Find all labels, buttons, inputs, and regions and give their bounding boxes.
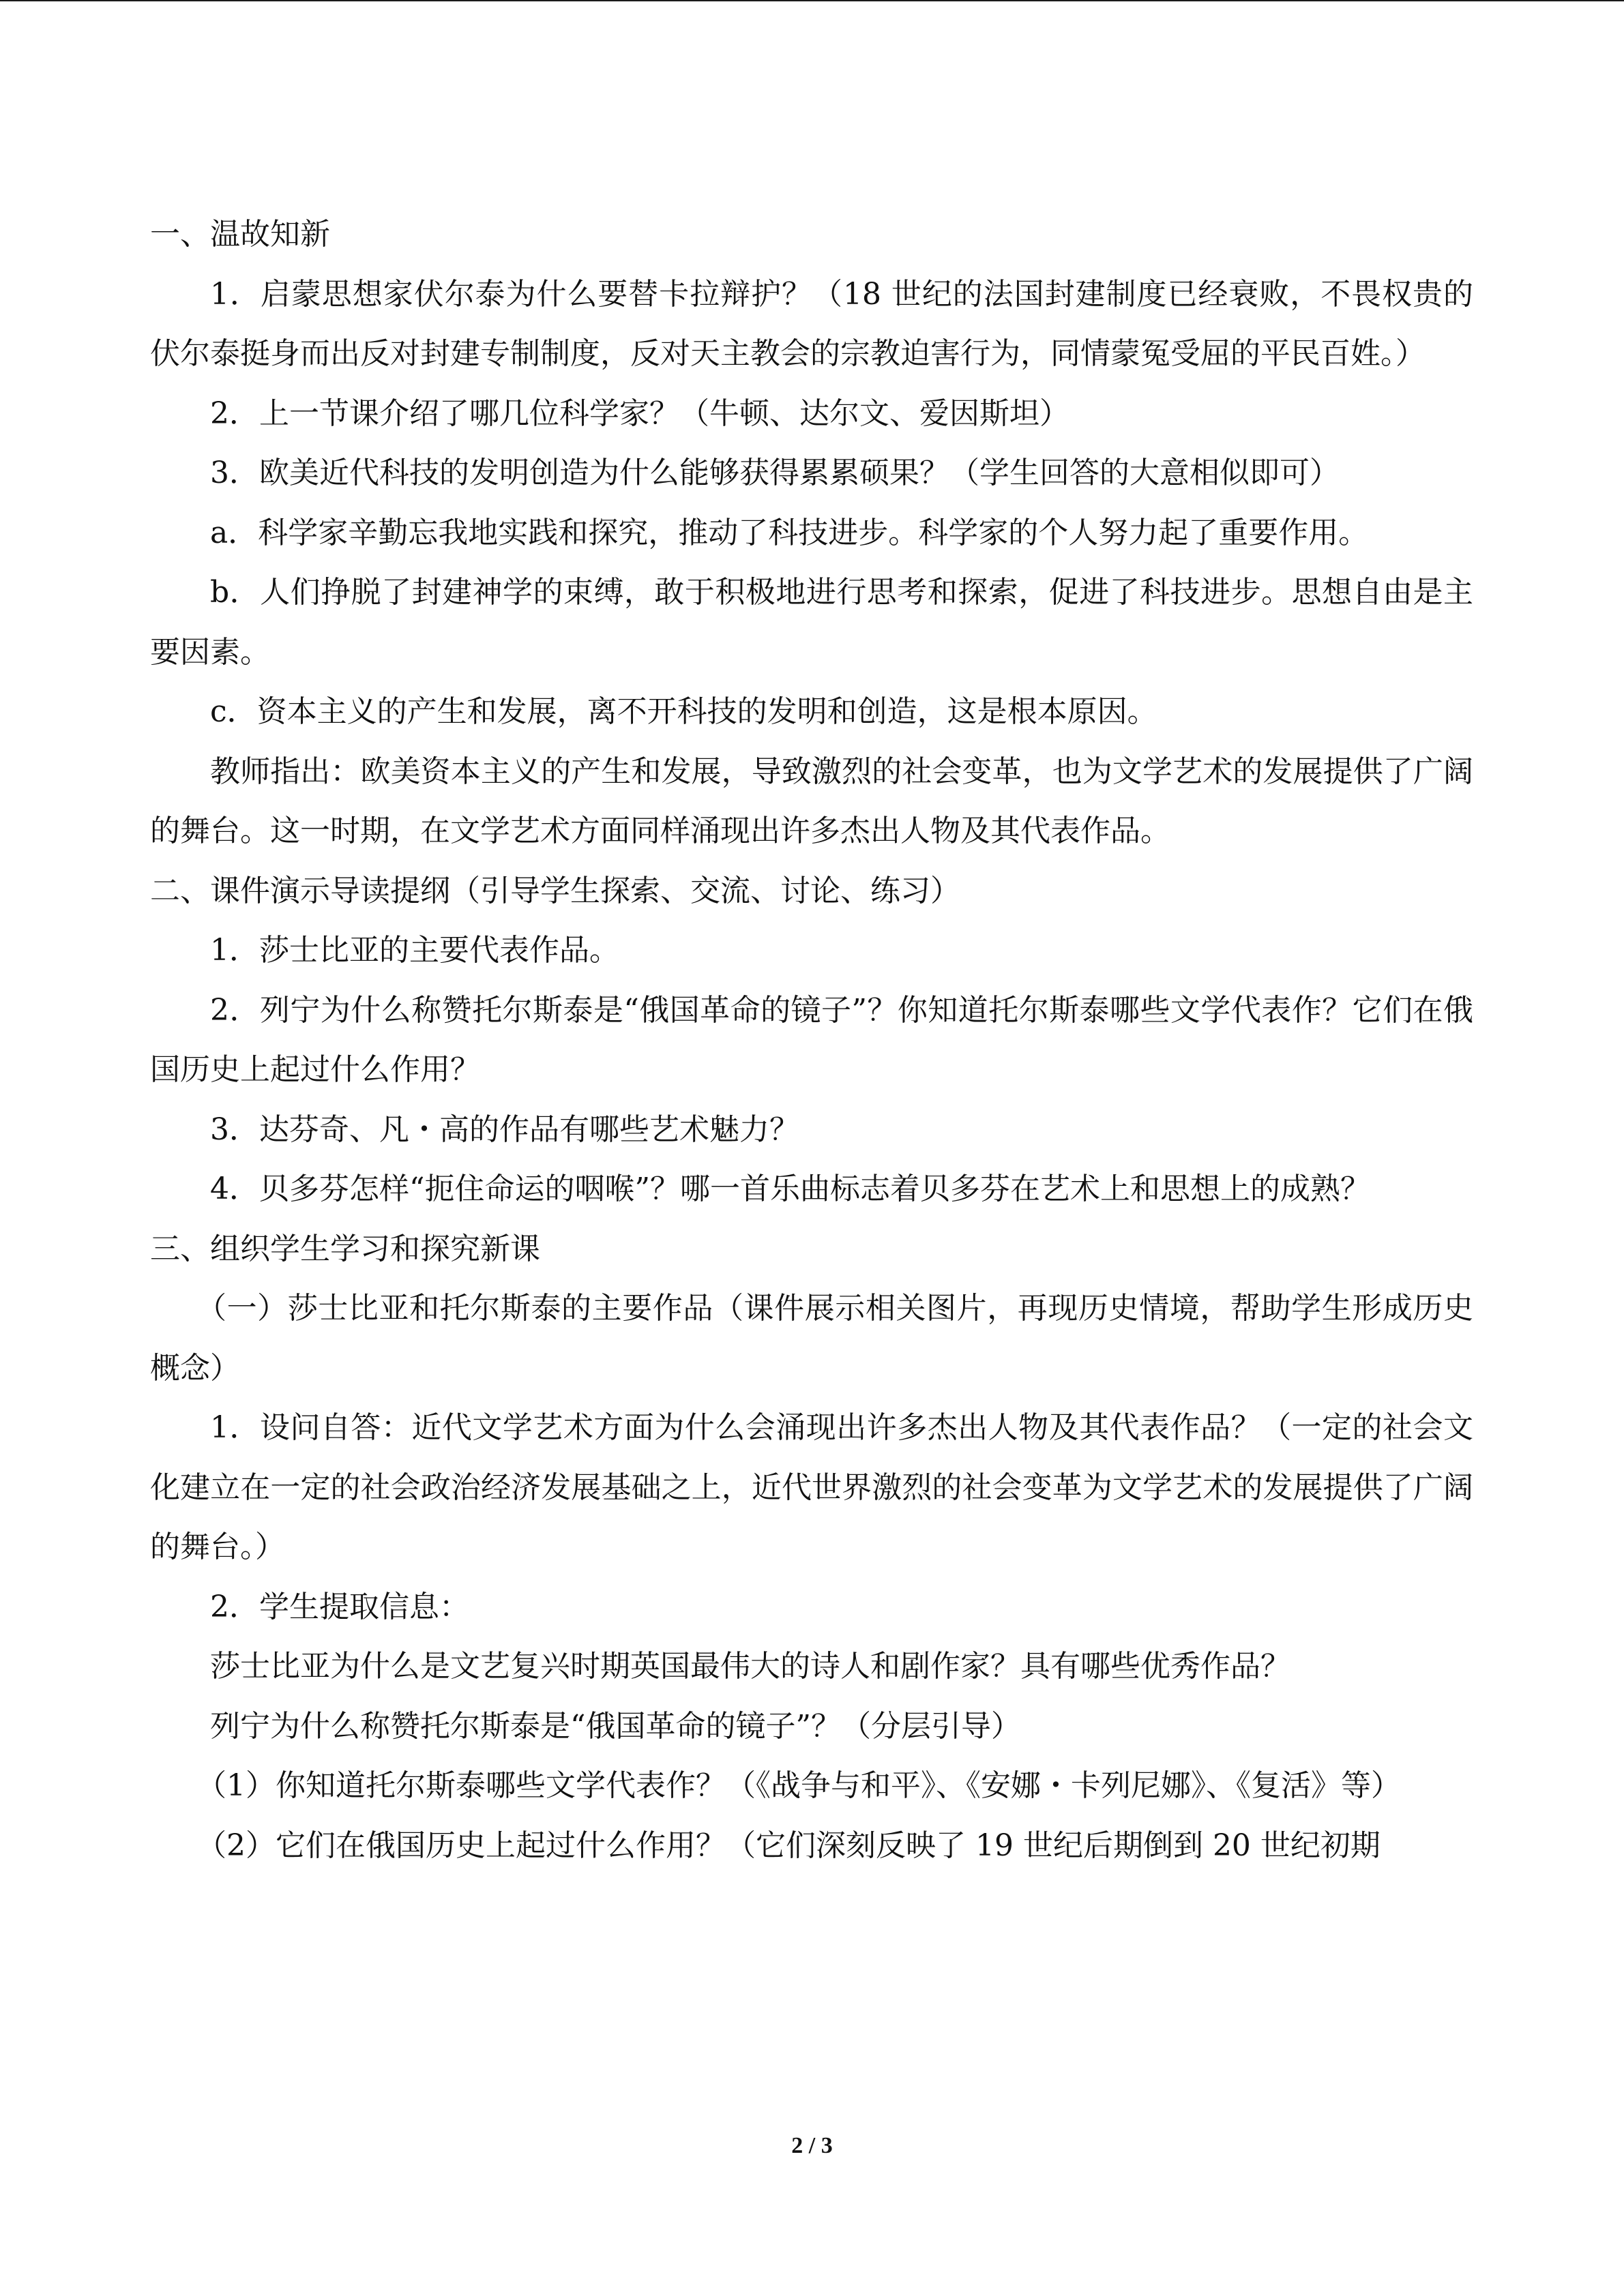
paragraph: （1）你知道托尔斯泰哪些文学代表作？（《战争与和平》、《安娜・卡列尼娜》、《复活》等）	[196, 1768, 1401, 1803]
paragraph: 2．列宁为什么称赞托尔斯泰是“俄国革命的镜子”？你知道托尔斯泰哪些文学代表作？它们在俄国历史上起过什么作用？	[150, 992, 1473, 1087]
paragraph: 教师指出：欧美资本主义的产生和发展，导致激烈的社会变革，也为文学艺术的发展提供了广阔的舞台。这一时期，在文学艺术方面同样涌现出许多杰出人物及其代表作品。	[150, 754, 1473, 848]
paragraph: b．人们挣脱了封建神学的束缚，敢于积极地进行思考和探索，促进了科技进步。思想自由是主要因素。	[150, 575, 1473, 670]
heading-outline: 二、课件演示导读提纲（引导学生探索、交流、讨论、练习）	[150, 873, 960, 908]
paragraph: 1．莎士比亚的主要代表作品。	[210, 933, 619, 968]
paragraph: 3．欧美近代科技的发明创造为什么能够获得累累硕果？（学生回答的大意相似即可）	[210, 456, 1340, 490]
paragraph: （2）它们在俄国历史上起过什么作用？（它们深刻反映了 19 世纪后期倒到 20 世纪初期	[196, 1828, 1381, 1863]
paragraph: 2．上一节课介绍了哪几位科学家？（牛顿、达尔文、爱因斯坦）	[210, 396, 1069, 431]
paragraph: 莎士比亚为什么是文艺复兴时期英国最伟大的诗人和剧作家？具有哪些优秀作品？	[210, 1649, 1290, 1684]
top-border-line	[0, 0, 1624, 1]
paragraph: c．资本主义的产生和发展，离不开科技的发明和创造，这是根本原因。	[210, 694, 1157, 729]
paragraph: 1．启蒙思想家伏尔泰为什么要替卡拉辩护？（18 世纪的法国封建制度已经衰败，不畏权贵的伏尔泰挺身而出反对封建专制制度，反对天主教会的宗教迫害行为，同情蒙冤受屈的平民百姓。）	[150, 276, 1473, 371]
paragraph: 1．设问自答：近代文学艺术方面为什么会涌现出许多杰出人物及其代表作品？（一定的社会文化建立在一定的社会政治经济发展基础之上，近代世界激烈的社会变革为文学艺术的发展提供了广阔的舞台。）	[150, 1410, 1473, 1564]
paragraph: a．科学家辛勤忘我地实践和探究，推动了科技进步。科学家的个人努力起了重要作用。	[210, 515, 1369, 550]
document-body	[150, 205, 1473, 1875]
heading-review: 一、温故知新	[150, 217, 330, 252]
paragraph: 2．学生提取信息：	[210, 1589, 469, 1624]
paragraph: 列宁为什么称赞托尔斯泰是“俄国革命的镜子”？（分层引导）	[210, 1708, 1021, 1744]
page-number: 2 / 3	[791, 2133, 833, 2158]
paragraph: （一）莎士比亚和托尔斯泰的主要作品（课件展示相关图片，再现历史情境，帮助学生形成历史概念）	[150, 1291, 1473, 1386]
paragraph: 4．贝多芬怎样“扼住命运的咽喉”？哪一首乐曲标志着贝多芬在艺术上和思想上的成熟？	[210, 1172, 1370, 1206]
heading-new-lesson: 三、组织学生学习和探究新课	[150, 1231, 540, 1266]
paragraph: 3．达芬奇、凡・高的作品有哪些艺术魅力？	[210, 1112, 799, 1147]
